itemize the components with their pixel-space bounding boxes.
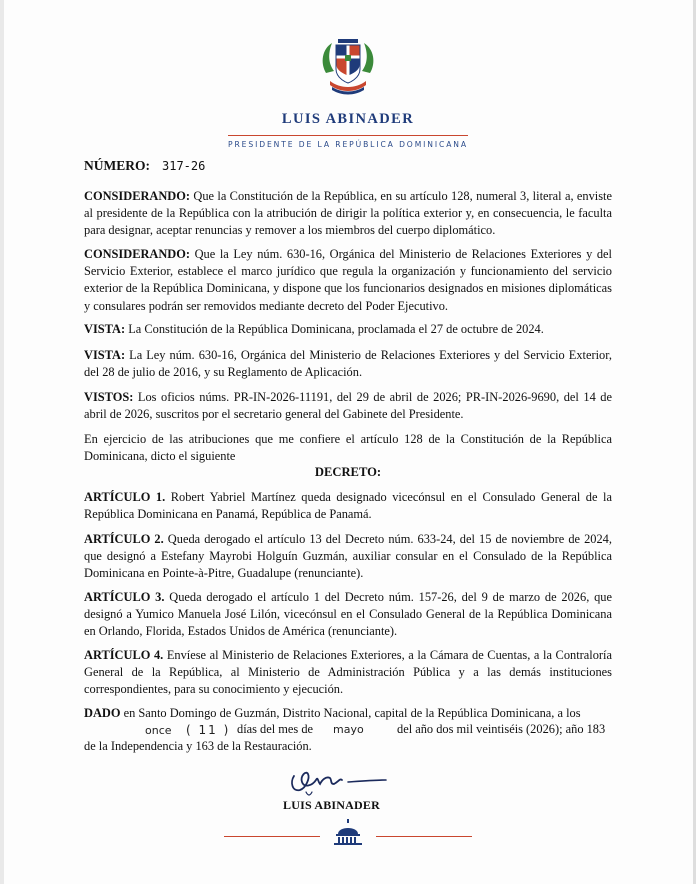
- dado-text: en Santo Domingo de Guzmán, Distrito Nacional, capital de la República Dominicana, a los: [120, 706, 581, 720]
- letterhead-title: PRESIDENTE DE LA REPÚBLICA DOMINICANA: [228, 140, 468, 149]
- day-word: once: [145, 724, 172, 737]
- paragraph-text: La Constitución de la República Dominicana, proclamada el 27 de octubre de 2024.: [125, 322, 544, 336]
- dado-line-1: [84, 705, 612, 722]
- day-number: ( 11 ): [186, 723, 231, 737]
- paragraph-lead: CONSIDERANDO:: [84, 247, 191, 261]
- decreto-heading: DECRETO:: [314, 465, 382, 479]
- article-lead: ARTÍCULO 2.: [84, 532, 164, 546]
- month: mayo: [333, 723, 364, 736]
- paragraph-lead: CONSIDERANDO:: [84, 189, 191, 203]
- dado-line-3: de la Independencia y 163 de la Restauración.: [84, 739, 312, 753]
- paragraph-text: Los oficios núms. PR-IN-2026-11191, del 29 de abril de 2026; PR-IN-2026-9690, del 14 de abril de 2026, suscritos por el secretario general del Gabinete del Presidente.: [84, 390, 612, 422]
- paragraph-lead: VISTOS:: [84, 390, 134, 404]
- en-ejercicio: [84, 431, 612, 465]
- decree-number-value: 317-26: [162, 159, 206, 173]
- vista-2: [84, 347, 612, 381]
- paragraph-text: Que la Ley núm. 630-16, Orgánica del Ministerio de Relaciones Exteriores y del Servicio Exterior, establece el marco jurídico que regula la organización y funcionamiento del servicio exterior de la República Dominicana, y dispone que los funcionarios designados en misiones diplomáticas y consulares podrán ser removidos mediante decreto del Poder Ejecutivo.: [84, 247, 612, 313]
- article-lead: ARTÍCULO 3.: [84, 590, 165, 604]
- footer-divider-left: [224, 836, 320, 837]
- footer-divider-right: [376, 836, 472, 837]
- dado-lead: DADO: [84, 706, 121, 720]
- letterhead-divider: [228, 135, 468, 136]
- article-text: Queda derogado el artículo 1 del Decreto núm. 157-26, del 9 de marzo de 2026, que designó a Yumico Manuela José Lilón, vicecónsul en el Consulado General de la República Dominicana en Orlando, Florida, Estados Unidos de América (renunciante).: [84, 590, 612, 639]
- articulo-4: [84, 647, 612, 699]
- decree-number: [84, 158, 205, 174]
- article-text: Robert Yabriel Martínez queda designado vicecónsul en el Consulado General de la República Dominicana en Panamá, República de Panamá.: [84, 490, 612, 522]
- coat-of-arms-icon: [316, 35, 380, 97]
- decree-number-label: NÚMERO:: [84, 158, 150, 173]
- paragraph-text: La Ley núm. 630-16, Orgánica del Ministerio de Relaciones Exteriores y del Servicio Exterior, del 28 de julio de 2016, y su Reglamento de Aplicación.: [84, 348, 612, 380]
- page-edge-left: [0, 0, 4, 884]
- dado-tail: del año dos mil veintiséis (2026); año 183: [397, 722, 606, 736]
- letterhead-name: LUIS ABINADER: [281, 111, 415, 127]
- handwritten-signature: [286, 762, 396, 798]
- paragraph-lead: VISTA:: [84, 348, 126, 362]
- dado-mid: días del mes de: [237, 722, 314, 736]
- article-text: Envíese al Ministerio de Relaciones Exteriores, a la Cámara de Cuentas, a la Contraloría General de la República, al Ministerio de Administración Pública y a las demás instituciones correspondientes, para su conocimiento y ejecución.: [84, 648, 612, 697]
- article-lead: ARTÍCULO 1.: [84, 490, 166, 504]
- signatory-name: LUIS ABINADER: [283, 798, 380, 812]
- vista-1: [84, 321, 612, 338]
- paragraph-text: Que la Constitución de la República, en su artículo 128, numeral 3, literal a, enviste al presidente de la República con la atribución de dirigir la política exterior y, en consecuencia, le faculta para designar, aceptar renuncias y remover a los miembros del cuerpo diplomático.: [84, 189, 612, 238]
- paragraph-lead: VISTA:: [84, 322, 126, 336]
- palace-dome-icon: [328, 818, 368, 846]
- considerando-1: [84, 188, 612, 240]
- considerando-2: [84, 246, 612, 315]
- articulo-3: [84, 589, 612, 641]
- vistos: [84, 389, 612, 423]
- article-lead: ARTÍCULO 4.: [84, 648, 164, 662]
- article-text: Queda derogado el artículo 13 del Decreto núm. 633-24, del 15 de noviembre de 2024, que designó a Estefany Mayrobi Holguín Guzmán, auxiliar consular en el Consulado de la República Dominicana en Pointe-à-Pitre, Guadalupe (renunciante).: [84, 532, 612, 581]
- articulo-1: [84, 489, 612, 523]
- articulo-2: [84, 531, 612, 583]
- paragraph-text: En ejercicio de las atribuciones que me confiere el artículo 128 de la Constitución de la República Dominicana, dicto el siguiente: [84, 432, 612, 464]
